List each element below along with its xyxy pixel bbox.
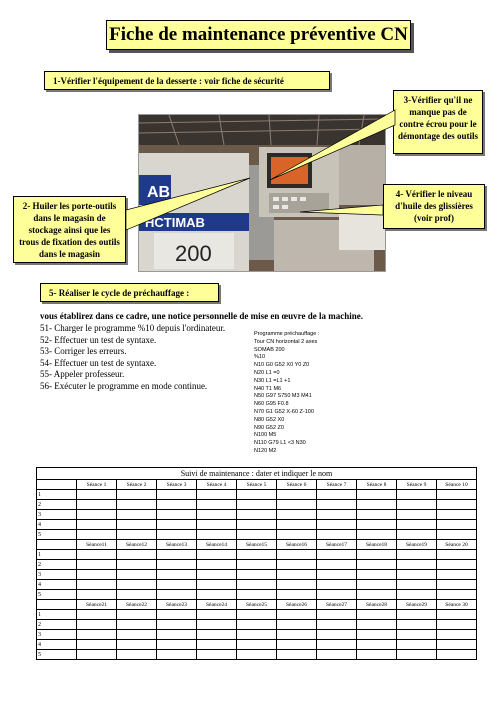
log-entry-cell[interactable]	[157, 630, 197, 640]
log-entry-cell[interactable]	[117, 500, 157, 510]
log-entry-cell[interactable]	[117, 490, 157, 500]
session-header: Séance23	[157, 600, 197, 610]
log-entry-cell[interactable]	[117, 570, 157, 580]
program-line: N60 G95 F0.8	[254, 401, 289, 408]
step-4-arrow	[300, 205, 383, 215]
log-entry-cell[interactable]	[317, 530, 357, 540]
log-entry-cell[interactable]	[237, 560, 277, 570]
log-entry-cell[interactable]	[237, 530, 277, 540]
log-entry-cell[interactable]	[277, 590, 317, 600]
log-entry-cell[interactable]	[237, 510, 277, 520]
row-number: 2	[37, 620, 77, 630]
log-entry-cell[interactable]	[237, 500, 277, 510]
log-entry-cell[interactable]	[317, 620, 357, 630]
log-entry-cell[interactable]	[277, 620, 317, 630]
session-header: Séance28	[357, 600, 397, 610]
log-entry-cell[interactable]	[397, 610, 437, 620]
row-number: 3	[37, 510, 77, 520]
log-entry-cell[interactable]	[157, 620, 197, 630]
program-line: Programme préchauffage :	[254, 331, 320, 337]
log-entry-cell[interactable]	[397, 620, 437, 630]
log-entry-cell[interactable]	[77, 630, 117, 640]
log-entry-cell[interactable]	[237, 550, 277, 560]
session-header: Séance11	[77, 540, 117, 550]
log-entry-cell[interactable]	[237, 490, 277, 500]
log-entry-cell[interactable]	[157, 580, 197, 590]
program-line: N100 M5	[254, 432, 277, 439]
program-line: N90 G52 Z0	[254, 424, 284, 431]
log-entry-cell[interactable]	[357, 620, 397, 630]
log-entry-cell[interactable]	[197, 650, 237, 660]
log-entry-cell[interactable]	[117, 530, 157, 540]
log-entry-cell[interactable]	[277, 530, 317, 540]
row-number: 5	[37, 530, 77, 540]
log-entry-cell[interactable]	[157, 520, 197, 530]
row-number: 4	[37, 640, 77, 650]
row-number: 2	[37, 560, 77, 570]
procedure-step: 51- Charger le programme %10 depuis l'ordinateur.	[40, 323, 226, 333]
log-entry-cell[interactable]	[157, 530, 197, 540]
log-entry-cell[interactable]	[277, 580, 317, 590]
log-entry-cell[interactable]	[397, 570, 437, 580]
log-entry-cell[interactable]	[157, 650, 197, 660]
session-header: Séance25	[237, 600, 277, 610]
session-header: Séance12	[117, 540, 157, 550]
brand-text: AB	[147, 184, 171, 201]
program-line: N110 G79 L1 <3 N30	[254, 440, 306, 447]
log-entry-cell[interactable]	[197, 570, 237, 580]
log-entry-cell[interactable]	[197, 560, 237, 570]
corner-cell	[37, 540, 77, 550]
session-header: Séance24	[197, 600, 237, 610]
log-entry-cell[interactable]	[197, 640, 237, 650]
log-entry-cell[interactable]	[157, 640, 197, 650]
log-entry-cell[interactable]	[77, 610, 117, 620]
program-line: N20 L1 =0	[254, 369, 280, 376]
log-entry-cell[interactable]	[317, 500, 357, 510]
log-entry-cell[interactable]	[277, 630, 317, 640]
machine-label: HCTIMAB	[145, 215, 205, 230]
log-entry-cell[interactable]	[277, 520, 317, 530]
log-entry-cell[interactable]	[77, 510, 117, 520]
log-entry-cell[interactable]	[77, 490, 117, 500]
row-number: 4	[37, 520, 77, 530]
log-entry-cell[interactable]	[237, 590, 277, 600]
log-entry-cell[interactable]	[397, 530, 437, 540]
log-entry-cell[interactable]	[437, 510, 477, 520]
log-entry-cell[interactable]	[197, 490, 237, 500]
log-entry-cell[interactable]	[317, 560, 357, 570]
log-entry-cell[interactable]	[277, 550, 317, 560]
log-entry-cell[interactable]	[357, 650, 397, 660]
procedure-step: 56- Exécuter le programme en mode continue.	[40, 380, 208, 391]
row-number: 1	[37, 550, 77, 560]
session-header: Séance 10	[437, 480, 477, 490]
procedure-step: 54- Effectuer un test de syntaxe.	[40, 357, 157, 368]
log-entry-cell[interactable]	[397, 650, 437, 660]
log-entry-cell[interactable]	[277, 650, 317, 660]
session-header: Séance 2	[117, 480, 157, 490]
program-line: N120 M2	[254, 447, 277, 454]
procedure-step: 53- Corriger les erreurs.	[40, 346, 127, 356]
log-entry-cell[interactable]	[197, 530, 237, 540]
log-entry-cell[interactable]	[77, 570, 117, 580]
log-entry-cell[interactable]	[197, 610, 237, 620]
log-entry-cell[interactable]	[397, 510, 437, 520]
session-header: Séance27	[317, 600, 357, 610]
log-entry-cell[interactable]	[357, 630, 397, 640]
log-entry-cell[interactable]	[77, 530, 117, 540]
log-entry-cell[interactable]	[437, 620, 477, 630]
log-entry-cell[interactable]	[437, 580, 477, 590]
log-entry-cell[interactable]	[397, 560, 437, 570]
program-line: Tour CN horizontal 2 axes	[254, 338, 318, 345]
row-number: 5	[37, 590, 77, 600]
session-header: Séance22	[117, 600, 157, 610]
session-header: Séance16	[277, 540, 317, 550]
log-entry-cell[interactable]	[317, 640, 357, 650]
session-header: Séance 3	[157, 480, 197, 490]
log-entry-cell[interactable]	[317, 650, 357, 660]
log-entry-cell[interactable]	[357, 510, 397, 520]
log-entry-cell[interactable]	[117, 520, 157, 530]
session-header: Séance14	[197, 540, 237, 550]
corner-cell	[37, 600, 77, 610]
log-entry-cell[interactable]	[157, 590, 197, 600]
log-entry-cell[interactable]	[157, 560, 197, 570]
procedure-step: 52- Effectuer un test de syntaxe.	[40, 334, 157, 345]
log-entry-cell[interactable]	[117, 610, 157, 620]
log-entry-cell[interactable]	[277, 560, 317, 570]
step-4-callout: 4- Vérifier le niveau d'huile des glissières (voir prof)	[383, 184, 485, 229]
session-header: Séance29	[397, 600, 437, 610]
log-entry-cell[interactable]	[357, 590, 397, 600]
log-entry-cell[interactable]	[357, 560, 397, 570]
log-entry-cell[interactable]	[277, 640, 317, 650]
log-entry-cell[interactable]	[117, 590, 157, 600]
program-line: N50 G97 S750 M3 M41	[254, 393, 312, 400]
log-entry-cell[interactable]	[197, 590, 237, 600]
program-line: SOMAB 200	[254, 346, 285, 353]
log-entry-cell[interactable]	[77, 520, 117, 530]
log-entry-cell[interactable]	[77, 500, 117, 510]
log-entry-cell[interactable]	[317, 520, 357, 530]
log-entry-cell[interactable]	[357, 530, 397, 540]
log-entry-cell[interactable]	[357, 500, 397, 510]
log-entry-cell[interactable]	[117, 580, 157, 590]
log-entry-cell[interactable]	[397, 640, 437, 650]
session-header: Séance 6	[277, 480, 317, 490]
log-entry-cell[interactable]	[357, 610, 397, 620]
row-number: 5	[37, 650, 77, 660]
corner-cell	[37, 480, 77, 490]
step-1-callout: 1-Vérifier l'équipement de la desserte : voir fiche de sécurité	[44, 71, 330, 90]
log-entry-cell[interactable]	[117, 550, 157, 560]
log-entry-cell[interactable]	[77, 640, 117, 650]
log-entry-cell[interactable]	[397, 590, 437, 600]
page-title: Fiche de maintenance préventive CN	[106, 20, 411, 50]
log-entry-cell[interactable]	[437, 630, 477, 640]
log-entry-cell[interactable]	[77, 620, 117, 630]
log-entry-cell[interactable]	[437, 530, 477, 540]
log-entry-cell[interactable]	[277, 570, 317, 580]
log-entry-cell[interactable]	[437, 520, 477, 530]
program-line: N30 L1 =L1 +1	[254, 377, 291, 384]
log-entry-cell[interactable]	[117, 620, 157, 630]
log-entry-cell[interactable]	[117, 560, 157, 570]
instruction-text: vous établirez dans ce cadre, une notice personnelle de mise en œuvre de la machine.	[40, 311, 363, 321]
log-entry-cell[interactable]	[357, 580, 397, 590]
log-entry-cell[interactable]	[77, 560, 117, 570]
log-entry-cell[interactable]	[397, 580, 437, 590]
session-header: Séance 30	[437, 600, 477, 610]
program-line: %10	[254, 354, 266, 361]
session-header: Séance15	[237, 540, 277, 550]
session-header: Séance 4	[197, 480, 237, 490]
session-header: Séance13	[157, 540, 197, 550]
step-2-callout: 2- Huiler les porte-outils dans le magasin de stockage ainsi que les trous de fixation des outils dans le magasin	[13, 196, 126, 263]
log-entry-cell[interactable]	[197, 630, 237, 640]
log-entry-cell[interactable]	[397, 520, 437, 530]
program-line: N80 G52 X0	[254, 416, 285, 423]
log-entry-cell[interactable]	[237, 640, 277, 650]
log-entry-cell[interactable]	[117, 640, 157, 650]
log-entry-cell[interactable]	[197, 510, 237, 520]
log-entry-cell[interactable]	[77, 580, 117, 590]
log-entry-cell[interactable]	[117, 510, 157, 520]
log-entry-cell[interactable]	[197, 520, 237, 530]
log-entry-cell[interactable]	[317, 570, 357, 580]
log-entry-cell[interactable]	[277, 490, 317, 500]
log-entry-cell[interactable]	[157, 500, 197, 510]
session-header: Séance19	[397, 540, 437, 550]
program-line: N10 G0 G52 X0 Y0 Z0	[254, 362, 310, 369]
log-entry-cell[interactable]	[77, 550, 117, 560]
log-entry-cell[interactable]	[157, 610, 197, 620]
log-entry-cell[interactable]	[237, 570, 277, 580]
session-header: Séance21	[77, 600, 117, 610]
log-entry-cell[interactable]	[317, 510, 357, 520]
log-entry-cell[interactable]	[357, 520, 397, 530]
procedure-list	[40, 323, 225, 392]
log-entry-cell[interactable]	[237, 610, 277, 620]
log-entry-cell[interactable]	[237, 620, 277, 630]
step-3-callout: 3-Vérifier qu'il ne manque pas de contre écrou pour le démontage des outils	[393, 90, 483, 154]
log-entry-cell[interactable]	[437, 550, 477, 560]
session-header: Séance18	[357, 540, 397, 550]
log-entry-cell[interactable]	[437, 640, 477, 650]
log-entry-cell[interactable]	[317, 590, 357, 600]
log-entry-cell[interactable]	[237, 650, 277, 660]
log-entry-cell[interactable]	[437, 500, 477, 510]
row-number: 1	[37, 610, 77, 620]
log-entry-cell[interactable]	[237, 520, 277, 530]
maintenance-log-table	[36, 467, 477, 660]
log-entry-cell[interactable]	[197, 580, 237, 590]
log-entry-cell[interactable]	[397, 550, 437, 560]
row-number: 3	[37, 630, 77, 640]
log-entry-cell[interactable]	[117, 630, 157, 640]
log-entry-cell[interactable]	[197, 550, 237, 560]
program-line: N40 T1 M6	[254, 385, 282, 392]
log-entry-cell[interactable]	[77, 650, 117, 660]
log-entry-cell[interactable]	[157, 510, 197, 520]
log-entry-cell[interactable]	[277, 500, 317, 510]
row-number: 4	[37, 580, 77, 590]
log-entry-cell[interactable]	[157, 490, 197, 500]
session-header: Séance 20	[437, 540, 477, 550]
log-entry-cell[interactable]	[317, 610, 357, 620]
model-number: 200	[175, 241, 212, 266]
log-entry-cell[interactable]	[157, 550, 197, 560]
log-entry-cell[interactable]	[77, 590, 117, 600]
log-entry-cell[interactable]	[277, 610, 317, 620]
session-header: Séance26	[277, 600, 317, 610]
log-entry-cell[interactable]	[317, 550, 357, 560]
row-number: 3	[37, 570, 77, 580]
log-entry-cell[interactable]	[437, 560, 477, 570]
log-entry-cell[interactable]	[397, 490, 437, 500]
log-entry-cell[interactable]	[397, 630, 437, 640]
log-entry-cell[interactable]	[357, 550, 397, 560]
row-number: 1	[37, 490, 77, 500]
log-entry-cell[interactable]	[437, 490, 477, 500]
step-2-arrow	[126, 178, 250, 230]
procedure-step: 55- Appeler professeur.	[40, 369, 125, 379]
log-entry-cell[interactable]	[437, 650, 477, 660]
program-line: N70 G1 G52 X-60 Z-100	[254, 408, 314, 415]
log-entry-cell[interactable]	[317, 490, 357, 500]
log-entry-cell[interactable]	[357, 570, 397, 580]
log-entry-cell[interactable]	[197, 500, 237, 510]
table-header: Suivi de maintenance : dater et indiquer le nom	[37, 468, 477, 480]
session-header: Séance 5	[237, 480, 277, 490]
log-entry-cell[interactable]	[397, 500, 437, 510]
log-entry-cell[interactable]	[357, 490, 397, 500]
step-3-arrow	[270, 110, 395, 180]
log-entry-cell[interactable]	[437, 610, 477, 620]
log-entry-cell[interactable]	[317, 630, 357, 640]
log-entry-cell[interactable]	[237, 630, 277, 640]
log-entry-cell[interactable]	[117, 650, 157, 660]
session-header: Séance17	[317, 540, 357, 550]
session-header: Séance 7	[317, 480, 357, 490]
log-entry-cell[interactable]	[357, 640, 397, 650]
log-entry-cell[interactable]	[437, 590, 477, 600]
program-listing	[254, 331, 346, 456]
log-entry-cell[interactable]	[237, 580, 277, 590]
session-header: Séance 8	[357, 480, 397, 490]
session-header: Séance 9	[397, 480, 437, 490]
row-number: 2	[37, 500, 77, 510]
step-5-callout: 5- Réaliser le cycle de préchauffage :	[40, 283, 219, 302]
log-entry-cell[interactable]	[277, 510, 317, 520]
log-entry-cell[interactable]	[317, 580, 357, 590]
log-entry-cell[interactable]	[437, 570, 477, 580]
log-entry-cell[interactable]	[157, 570, 197, 580]
log-entry-cell[interactable]	[197, 620, 237, 630]
session-header: Séance 1	[77, 480, 117, 490]
